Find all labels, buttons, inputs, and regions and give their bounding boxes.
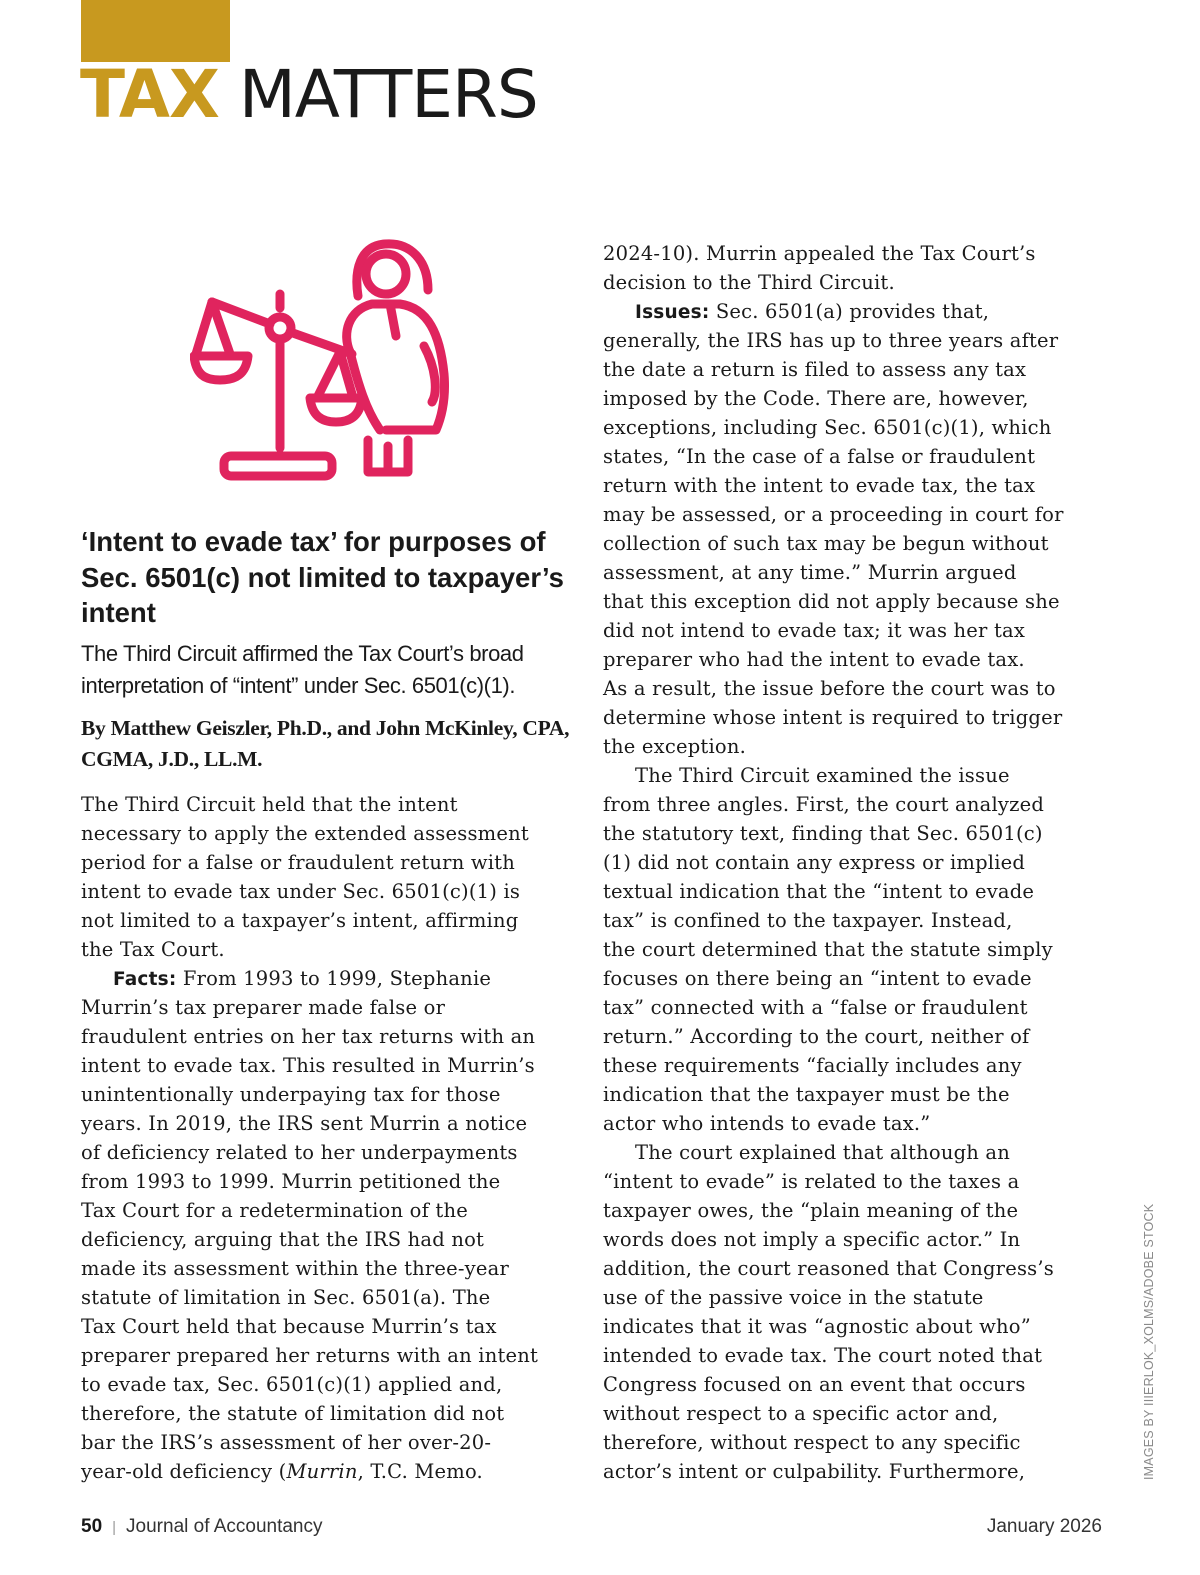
- body-line: that this exception did not apply because she: [603, 590, 1060, 613]
- body-line: statute of limitation in Sec. 6501(a). The: [81, 1286, 491, 1309]
- body-line: taxpayer owes, the “plain meaning of the: [603, 1199, 1019, 1222]
- body-line: intent to evade tax under Sec. 6501(c)(1) is: [81, 880, 521, 903]
- facts-label: Facts:: [113, 969, 177, 990]
- article-headline: ‘Intent to evade tax’ for purposes of Sec. 6501(c) not limited to taxpayer’s intent: [81, 526, 564, 628]
- body-line: did not intend to evade tax; it was her tax: [603, 619, 1026, 642]
- body-line: fraudulent entries on her tax returns with an: [81, 1025, 536, 1048]
- body-line: collection of such tax may be begun without: [603, 532, 1049, 555]
- body-line-citation: [81, 1457, 581, 1486]
- body-line: Tax Court for a redetermination of the: [81, 1199, 468, 1222]
- body-line: states, “In the case of a false or fraudulent: [603, 445, 1036, 468]
- body-line: Congress focused on an event that occurs: [603, 1373, 1026, 1396]
- body-line: use of the passive voice in the statute: [603, 1286, 984, 1309]
- masthead-tax: TAX: [80, 56, 219, 133]
- body-text: Sec. 6501(a) provides that,: [715, 300, 990, 323]
- publication-name: Journal of Accountancy: [126, 1516, 323, 1537]
- body-line: return.” According to the court, neither of: [603, 1025, 1030, 1048]
- article-header: [81, 524, 581, 775]
- body-text: , T.C. Memo.: [357, 1460, 483, 1483]
- body-line: may be assessed, or a proceeding in court for: [603, 503, 1064, 526]
- issue-date: January 2026: [986, 1516, 1102, 1537]
- body-line: the Tax Court.: [81, 938, 225, 961]
- body-line: 2024-10). Murrin appealed the Tax Court’s: [603, 242, 1036, 265]
- body-line: intended to evade tax. The court noted that: [603, 1344, 1043, 1367]
- body-line: the statutory text, finding that Sec. 6501(c): [603, 822, 1043, 845]
- body-line: not limited to a taxpayer’s intent, affirming: [81, 909, 519, 932]
- body-line: exceptions, including Sec. 6501(c)(1), which: [603, 416, 1052, 439]
- body-line: As a result, the issue before the court was to: [603, 677, 1056, 700]
- body-line: deficiency, arguing that the IRS had not: [81, 1228, 485, 1251]
- body-line: Murrin’s tax preparer made false or: [81, 996, 446, 1019]
- body-line: therefore, without respect to any specific: [603, 1431, 1021, 1454]
- issues-label: Issues:: [635, 302, 710, 323]
- body-line: from 1993 to 1999. Murrin petitioned the: [81, 1170, 501, 1193]
- body-line: “intent to evade” is related to the taxes a: [603, 1170, 1020, 1193]
- photo-credit: IMAGES BY IIIERLOK_XOLMS/ADOBE STOCK: [1142, 1203, 1156, 1480]
- body-line: unintentionally underpaying tax for those: [81, 1083, 501, 1106]
- page-footer-left: [81, 1516, 323, 1538]
- footer-separator: |: [112, 1519, 117, 1536]
- body-line: the date a return is filed to assess any tax: [603, 358, 1027, 381]
- body-line: bar the IRS’s assessment of her over-20-: [81, 1431, 492, 1454]
- body-text: From 1993 to 1999, Stephanie: [182, 967, 492, 990]
- body-line: preparer prepared her returns with an intent: [81, 1344, 539, 1367]
- body-line-issues: [603, 297, 1103, 326]
- body-line: made its assessment within the three-year: [81, 1257, 509, 1280]
- body-line: actor who intends to evade tax.”: [603, 1112, 931, 1135]
- body-line: preparer who had the intent to evade tax.: [603, 648, 1025, 671]
- body-line: addition, the court reasoned that Congress’s: [603, 1257, 1054, 1280]
- article-byline: By Matthew Geiszler, Ph.D., and John McKinley, CPA, CGMA, J.D., LL.M.: [81, 715, 570, 771]
- body-line: Tax Court held that because Murrin’s tax: [81, 1315, 497, 1338]
- body-line: words does not imply a specific actor.” In: [603, 1228, 1021, 1251]
- lady-justice-scales-icon: [190, 234, 460, 486]
- body-text: year-old deficiency (: [81, 1460, 287, 1483]
- case-name: Murrin: [286, 1460, 358, 1483]
- article-body-right-column: [603, 239, 1103, 1486]
- body-line: years. In 2019, the IRS sent Murrin a notice: [81, 1112, 528, 1135]
- body-line: assessment, at any time.” Murrin argued: [603, 561, 1017, 584]
- body-line: The Third Circuit examined the issue: [635, 764, 1010, 787]
- body-line: imposed by the Code. There are, however,: [603, 387, 1029, 410]
- body-line: intent to evade tax. This resulted in Murrin’s: [81, 1054, 535, 1077]
- masthead-matters: MATTERS: [218, 56, 538, 133]
- body-line: (1) did not contain any express or implied: [603, 851, 1026, 874]
- body-line: these requirements “facially includes any: [603, 1054, 1022, 1077]
- body-line: focuses on there being an “intent to evade: [603, 967, 1032, 990]
- body-line: tax” connected with a “false or fraudulent: [603, 996, 1028, 1019]
- section-masthead: [80, 52, 538, 138]
- body-line: to evade tax, Sec. 6501(c)(1) applied and,: [81, 1373, 503, 1396]
- body-line: textual indication that the “intent to evade: [603, 880, 1035, 903]
- article-body-left-column: [81, 790, 581, 1486]
- body-line: indicates that it was “agnostic about who”: [603, 1315, 1031, 1338]
- body-line: of deficiency related to her underpayments: [81, 1141, 518, 1164]
- body-line: period for a false or fraudulent return with: [81, 851, 515, 874]
- body-line: the exception.: [603, 735, 746, 758]
- body-line-facts: [81, 964, 581, 993]
- article-deck: The Third Circuit affirmed the Tax Court’s broad interpretation of “intent” under Sec. 6501(c)(1).: [81, 640, 524, 698]
- body-line: tax” is confined to the taxpayer. Instead,: [603, 909, 1013, 932]
- body-line: indication that the taxpayer must be the: [603, 1083, 1010, 1106]
- body-line: necessary to apply the extended assessment: [81, 822, 529, 845]
- body-line: The Third Circuit held that the intent: [81, 793, 458, 816]
- body-line: actor’s intent or culpability. Furthermore,: [603, 1460, 1026, 1483]
- body-line: The court explained that although an: [635, 1141, 1011, 1164]
- body-line: from three angles. First, the court analyzed: [603, 793, 1045, 816]
- body-line: generally, the IRS has up to three years after: [603, 329, 1059, 352]
- body-line: therefore, the statute of limitation did not: [81, 1402, 505, 1425]
- body-line: without respect to a specific actor and,: [603, 1402, 999, 1425]
- body-line: determine whose intent is required to trigger: [603, 706, 1063, 729]
- page-number: 50: [81, 1516, 103, 1537]
- body-line: decision to the Third Circuit.: [603, 271, 895, 294]
- body-line: the court determined that the statute simply: [603, 938, 1053, 961]
- body-line: return with the intent to evade tax, the tax: [603, 474, 1036, 497]
